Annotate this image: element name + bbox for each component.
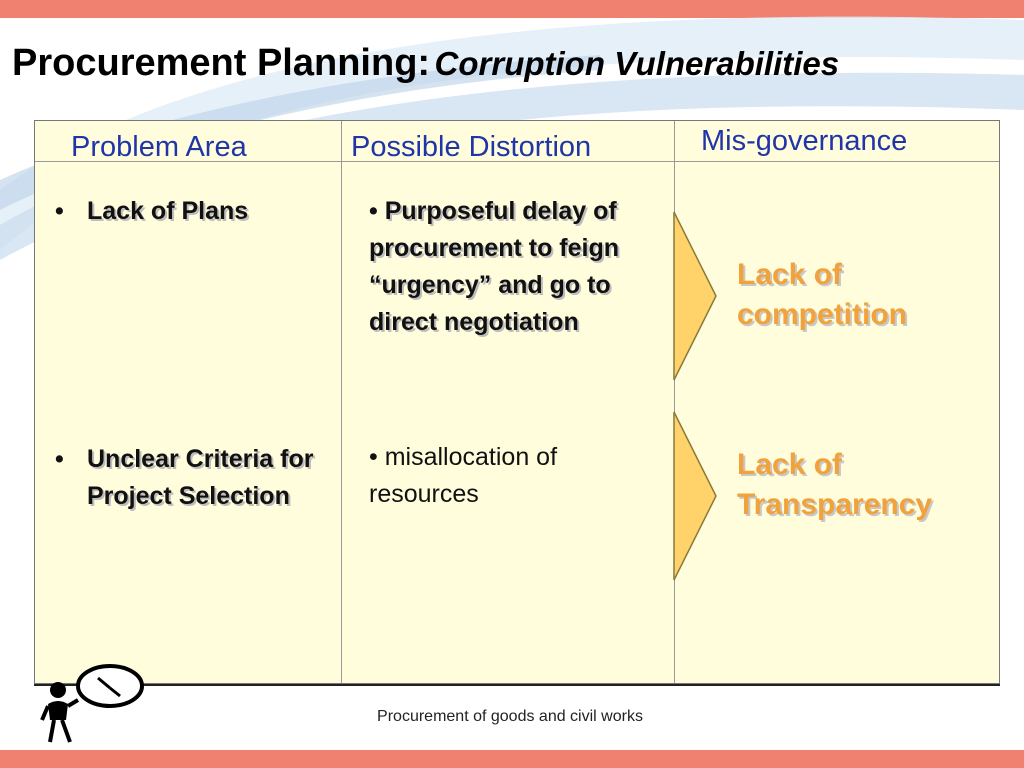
slide-title (12, 42, 839, 85)
title-subtitle: Corruption Vulnerabilities (434, 45, 840, 82)
header-mis-governance: Mis-governance (701, 125, 908, 157)
vulnerability-table (34, 120, 1000, 684)
chevron-arrow-icon (672, 210, 720, 382)
header-problem-area: Problem Area (71, 131, 247, 163)
slide-footer: Procurement of goods and civil works (377, 708, 643, 725)
misgovernance-item: Lack of Transparency (737, 448, 933, 521)
problem-area-item: • Lack of Plans (55, 197, 249, 225)
title-main: Procurement Planning: (12, 42, 431, 84)
problem-area-item: • Unclear Criteria for Project Selection (55, 445, 314, 510)
distortion-item: • Purposeful delay of procurement to feign “urgency” and go to direct negotiation (369, 197, 620, 336)
column-divider (674, 121, 675, 683)
column-divider (341, 121, 342, 683)
bottom-accent-bar (0, 750, 1024, 768)
distortion-item: • misallocation of resources (369, 443, 558, 508)
stick-figure-clock-icon (40, 664, 150, 748)
chevron-arrow-icon (672, 410, 720, 582)
misgovernance-item: Lack of competition (737, 258, 907, 331)
header-possible-distortion: Possible Distortion (351, 131, 592, 163)
